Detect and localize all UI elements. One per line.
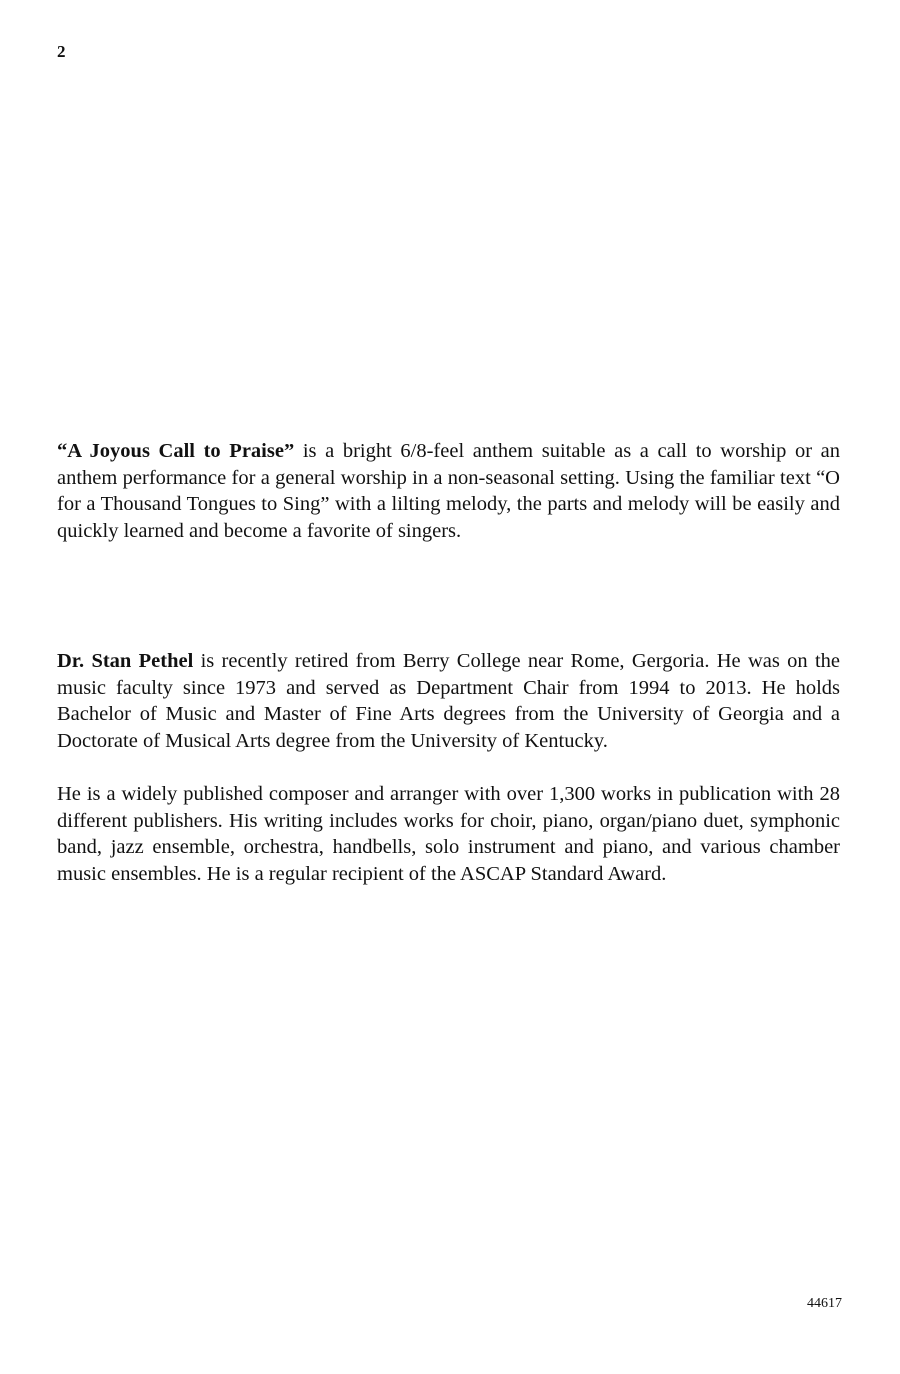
page-number: 2 <box>57 42 66 61</box>
catalog-number: 44617 <box>807 1296 842 1311</box>
anthem-description-text: is a bright 6/8-feel anthem suitable as a call to worship or an anthem performance for a general worship in a non-seasonal setting. Using the familiar text “O for a Thousand Tongues to Sing” with a lilting melody, the parts and melody will be easily and quickly learned and become a favorite of singers. <box>57 440 841 542</box>
composer-bio-paragraph-1 <box>57 648 840 754</box>
anthem-title: “A Joyous Call to Praise” <box>57 440 295 462</box>
composer-name: Dr. Stan Pethel <box>57 650 194 672</box>
composer-bio-text-1: is recently retired from Berry College near Rome, Gergoria. He was on the music faculty since 1973 and served as Department Chair from 1994 to 2013. He holds Bachelor of Music and Master of Fine Arts degrees from the University of Georgia and a Doctorate of Musical Arts degree from the University of Kentucky. <box>57 650 840 752</box>
anthem-description <box>57 438 840 544</box>
composer-bio-paragraph-2: He is a widely published composer and arranger with over 1,300 works in publication with 28 different publishers. His writing includes works for choir, piano, organ/piano duet, symphonic band, jazz ensemble, orchestra, handbells, solo instrument and piano, and various chamber music ensembles. He is a regular recipient of the ASCAP Standard Award. <box>57 783 840 885</box>
